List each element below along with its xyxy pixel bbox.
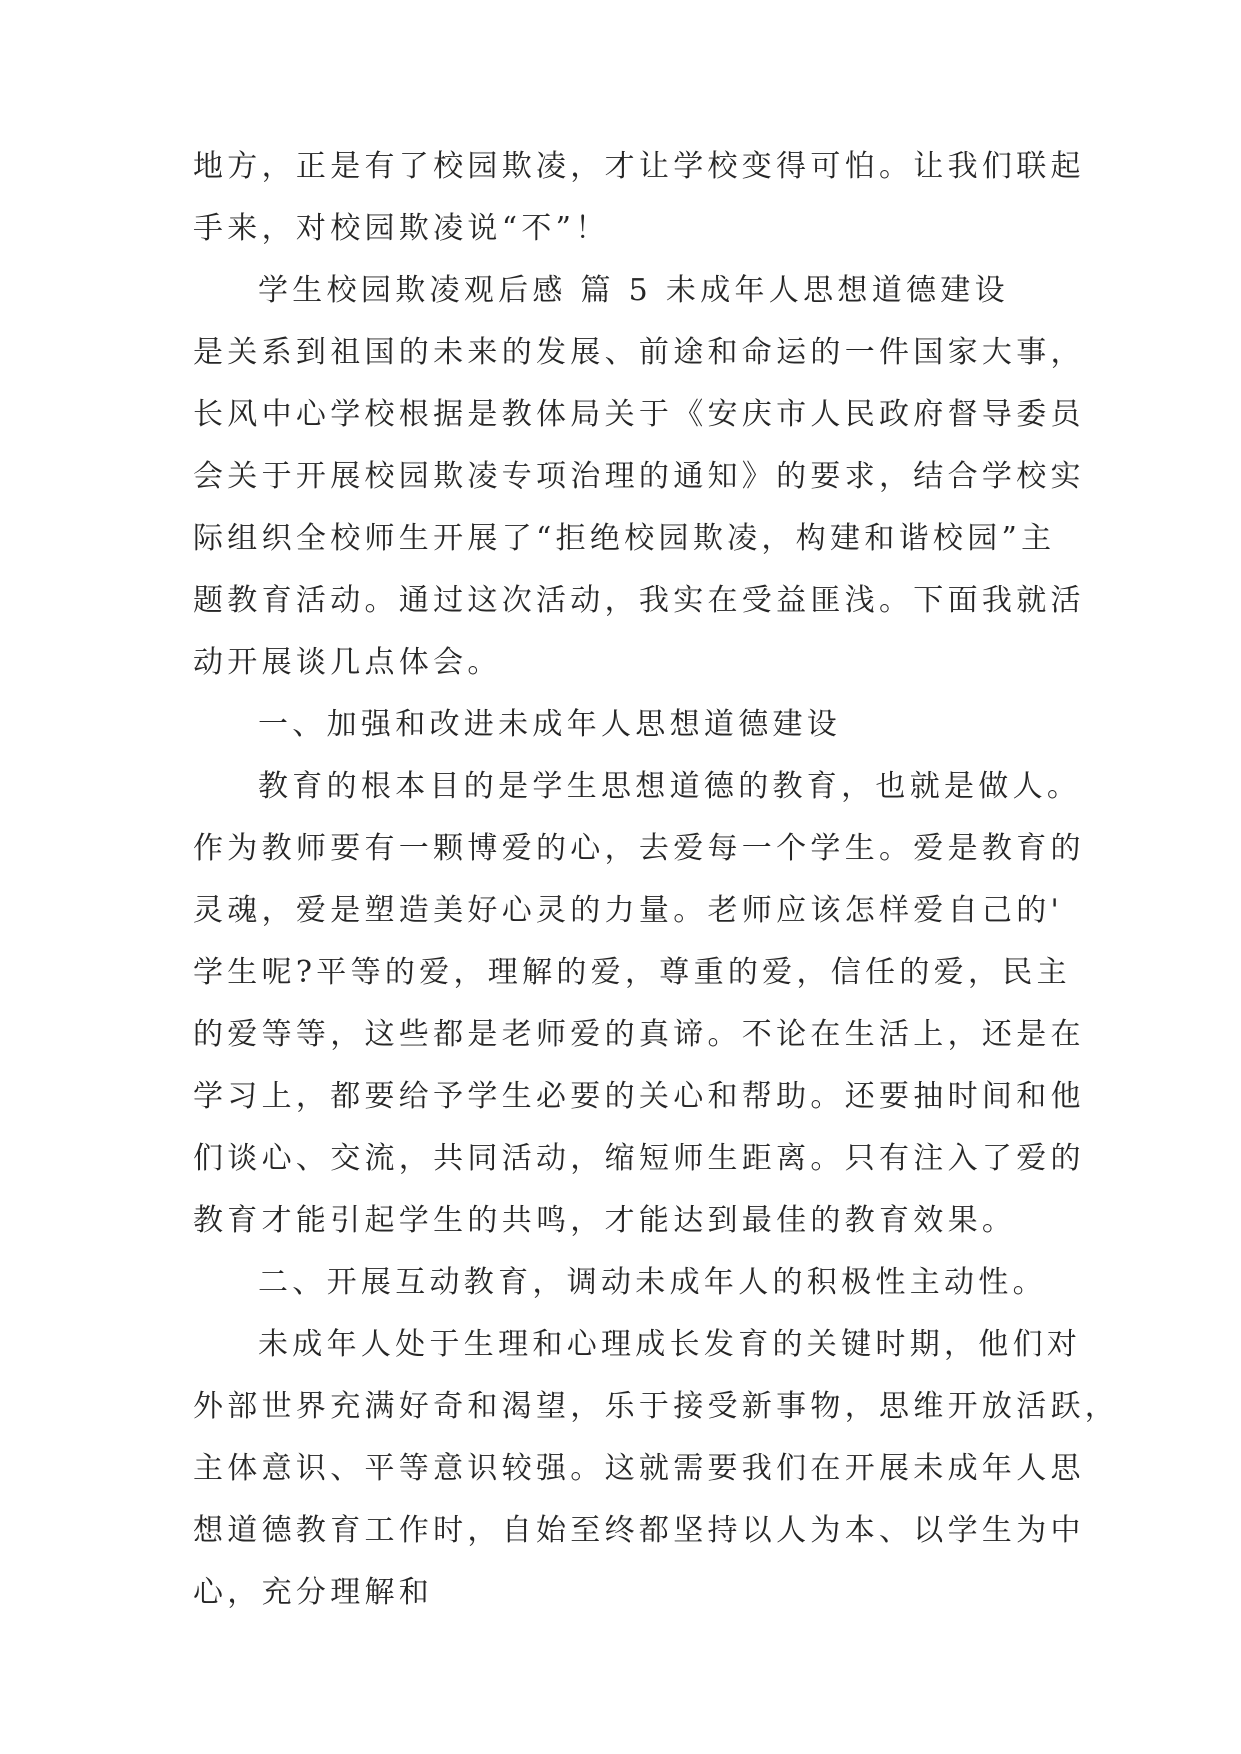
text-line: 主体意识、平等意识较强。这就需要我们在开展未成年人思 xyxy=(193,1451,1085,1486)
text-line: 手来，对校园欺凌说“不”！ xyxy=(193,211,610,246)
text-line: 外部世界充满好奇和渴望，乐于接受新事物，思维开放活跃， xyxy=(193,1389,1120,1424)
text-line: 际组织全校师生开展了“拒绝校园欺凌，构建和谐校园”主 xyxy=(193,521,1056,556)
text-line: 们谈心、交流，共同活动，缩短师生距离。只有注入了爱的 xyxy=(193,1141,1085,1176)
section-heading-line: 学生校园欺凌观后感 篇 5 未成年人思想道德建设 xyxy=(258,273,1009,308)
text-line: 题教育活动。通过这次活动，我实在受益匪浅。下面我就活 xyxy=(193,583,1085,618)
text-line: 作为教师要有一颗博爱的心，去爱每一个学生。爱是教育的 xyxy=(193,831,1085,866)
text-line: 灵魂，爱是塑造美好心灵的力量。老师应该怎样爱自己的' xyxy=(193,893,1064,928)
text-line: 教育的根本目的是学生思想道德的教育，也就是做人。 xyxy=(258,769,1082,804)
subheading-line: 一、加强和改进未成年人思想道德建设 xyxy=(258,707,842,742)
text-line: 心，充分理解和 xyxy=(193,1575,434,1610)
text-line: 想道德教育工作时，自始至终都坚持以人为本、以学生为中 xyxy=(193,1513,1085,1548)
text-line: 动开展谈几点体会。 xyxy=(193,645,502,680)
text-line: 的爱等等，这些都是老师爱的真谛。不论在生活上，还是在 xyxy=(193,1017,1085,1052)
subheading-line: 二、开展互动教育，调动未成年人的积极性主动性。 xyxy=(258,1265,1047,1300)
text-line: 未成年人处于生理和心理成长发育的关键时期，他们对 xyxy=(258,1327,1082,1362)
text-line: 是关系到祖国的未来的发展、前途和命运的一件国家大事， xyxy=(193,335,1085,370)
text-line: 教育才能引起学生的共鸣，才能达到最佳的教育效果。 xyxy=(193,1203,1017,1238)
text-line: 会关于开展校园欺凌专项治理的通知》的要求，结合学校实 xyxy=(193,459,1085,494)
text-line: 长风中心学校根据是教体局关于《安庆市人民政府督导委员 xyxy=(193,397,1085,432)
text-line: 学生呢?平等的爱，理解的爱，尊重的爱，信任的爱，民主 xyxy=(193,955,1071,990)
text-line: 地方，正是有了校园欺凌，才让学校变得可怕。让我们联起 xyxy=(193,149,1085,184)
text-line: 学习上，都要给予学生必要的关心和帮助。还要抽时间和他 xyxy=(193,1079,1085,1114)
